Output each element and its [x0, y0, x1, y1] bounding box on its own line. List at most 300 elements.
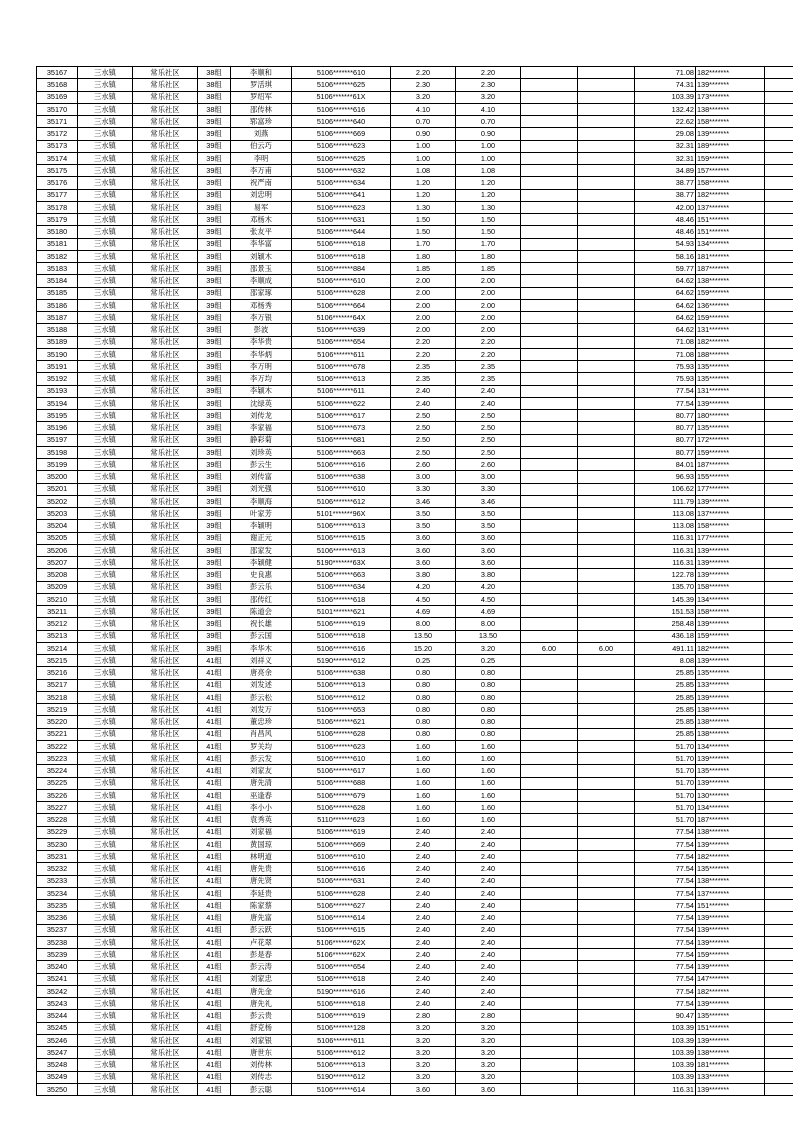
- cell-c-name: 李明: [231, 152, 292, 164]
- cell-c-amount: 51.70: [635, 814, 696, 826]
- cell-c-group: 41组: [198, 728, 231, 740]
- table-row: [37, 851, 793, 863]
- cell-c-num4: [578, 961, 635, 973]
- cell-c-num2: 4.69: [456, 606, 521, 618]
- cell-c-amount: 64.62: [635, 312, 696, 324]
- cell-c-comm: 常乐社区: [133, 446, 198, 458]
- cell-c-idcard: 5106*******617: [292, 765, 391, 777]
- cell-c-amount: 116.31: [635, 557, 696, 569]
- cell-c-town: 三水镇: [78, 606, 133, 618]
- cell-c-name: 李华木: [231, 642, 292, 654]
- cell-c-town: 三水镇: [78, 667, 133, 679]
- cell-c-id: 35241: [37, 973, 78, 985]
- cell-c-num1: 2.50: [391, 422, 456, 434]
- cell-c-idcard: 5190*******612: [292, 655, 391, 667]
- cell-c-tail: [765, 140, 793, 152]
- cell-c-town: 三水镇: [78, 385, 133, 397]
- cell-c-phone: 189*******: [696, 140, 765, 152]
- cell-c-tail: [765, 618, 793, 630]
- cell-c-comm: 常乐社区: [133, 667, 198, 679]
- cell-c-name: 邵家琢: [231, 287, 292, 299]
- cell-c-comm: 常乐社区: [133, 924, 198, 936]
- cell-c-num1: 2.40: [391, 397, 456, 409]
- table-row: [37, 348, 793, 360]
- cell-c-num1: 3.20: [391, 1022, 456, 1034]
- table-row: [37, 434, 793, 446]
- cell-c-idcard: 5106*******616: [292, 103, 391, 115]
- cell-c-phone: 135*******: [696, 422, 765, 434]
- cell-c-num1: 1.70: [391, 238, 456, 250]
- table-row: [37, 1022, 793, 1034]
- cell-c-phone: 180*******: [696, 410, 765, 422]
- cell-c-idcard: 5106*******612: [292, 1047, 391, 1059]
- cell-c-name: 张友平: [231, 226, 292, 238]
- cell-c-town: 三水镇: [78, 263, 133, 275]
- cell-c-amount: 116.31: [635, 544, 696, 556]
- cell-c-amount: 64.62: [635, 287, 696, 299]
- cell-c-comm: 常乐社区: [133, 998, 198, 1010]
- cell-c-town: 三水镇: [78, 716, 133, 728]
- cell-c-name: 邵家发: [231, 544, 292, 556]
- cell-c-idcard: 5106*******616: [292, 642, 391, 654]
- cell-c-amount: 77.54: [635, 936, 696, 948]
- cell-c-idcard: 5106*******884: [292, 263, 391, 275]
- cell-c-amount: 29.08: [635, 128, 696, 140]
- cell-c-idcard: 5106*******640: [292, 116, 391, 128]
- cell-c-comm: 常乐社区: [133, 1010, 198, 1022]
- cell-c-num4: [578, 765, 635, 777]
- cell-c-num4: [578, 814, 635, 826]
- cell-c-id: 35186: [37, 299, 78, 311]
- cell-c-comm: 常乐社区: [133, 140, 198, 152]
- cell-c-name: 李顺和: [231, 67, 292, 79]
- cell-c-num3: [521, 508, 578, 520]
- cell-c-phone: 159*******: [696, 312, 765, 324]
- cell-c-idcard: 5106*******613: [292, 544, 391, 556]
- cell-c-num2: 1.85: [456, 263, 521, 275]
- cell-c-phone: 138*******: [696, 875, 765, 887]
- cell-c-num3: [521, 79, 578, 91]
- cell-c-group: 39组: [198, 471, 231, 483]
- cell-c-tail: [765, 79, 793, 91]
- cell-c-comm: 常乐社区: [133, 900, 198, 912]
- cell-c-num4: [578, 214, 635, 226]
- cell-c-id: 35194: [37, 397, 78, 409]
- cell-c-comm: 常乐社区: [133, 67, 198, 79]
- cell-c-num3: [521, 495, 578, 507]
- cell-c-town: 三水镇: [78, 520, 133, 532]
- cell-c-num1: 1.00: [391, 140, 456, 152]
- table-row: [37, 912, 793, 924]
- cell-c-amount: 80.77: [635, 410, 696, 422]
- cell-c-group: 39组: [198, 373, 231, 385]
- cell-c-num3: [521, 826, 578, 838]
- cell-c-tail: [765, 740, 793, 752]
- cell-c-num1: 2.00: [391, 299, 456, 311]
- cell-c-id: 35250: [37, 1083, 78, 1095]
- cell-c-name: 刘传林: [231, 1059, 292, 1071]
- cell-c-tail: [765, 557, 793, 569]
- cell-c-town: 三水镇: [78, 912, 133, 924]
- cell-c-phone: 139*******: [696, 961, 765, 973]
- cell-c-town: 三水镇: [78, 949, 133, 961]
- cell-c-tail: [765, 973, 793, 985]
- cell-c-num1: 4.10: [391, 103, 456, 115]
- cell-c-num4: [578, 900, 635, 912]
- cell-c-name: 李顺成: [231, 275, 292, 287]
- cell-c-phone: 181*******: [696, 250, 765, 262]
- cell-c-amount: 151.53: [635, 606, 696, 618]
- cell-c-name: 刘颖木: [231, 250, 292, 262]
- cell-c-id: 35193: [37, 385, 78, 397]
- cell-c-name: 刘忠明: [231, 189, 292, 201]
- table-row: [37, 606, 793, 618]
- cell-c-comm: 常乐社区: [133, 434, 198, 446]
- cell-c-phone: 158*******: [696, 581, 765, 593]
- cell-c-num1: 4.50: [391, 593, 456, 605]
- cell-c-num4: [578, 532, 635, 544]
- cell-c-town: 三水镇: [78, 422, 133, 434]
- cell-c-idcard: 5106*******616: [292, 459, 391, 471]
- table-row: [37, 361, 793, 373]
- cell-c-num2: 0.80: [456, 704, 521, 716]
- cell-c-phone: 135*******: [696, 361, 765, 373]
- cell-c-town: 三水镇: [78, 312, 133, 324]
- cell-c-amount: 77.54: [635, 985, 696, 997]
- cell-c-amount: 132.42: [635, 103, 696, 115]
- cell-c-id: 35199: [37, 459, 78, 471]
- cell-c-tail: [765, 336, 793, 348]
- cell-c-amount: 42.00: [635, 201, 696, 213]
- cell-c-num4: [578, 863, 635, 875]
- cell-c-num2: 3.20: [456, 1022, 521, 1034]
- cell-c-amount: 145.39: [635, 593, 696, 605]
- cell-c-num3: [521, 887, 578, 899]
- table-row: [37, 67, 793, 79]
- cell-c-tail: [765, 385, 793, 397]
- cell-c-phone: 139*******: [696, 838, 765, 850]
- cell-c-phone: 158*******: [696, 177, 765, 189]
- cell-c-phone: 182*******: [696, 189, 765, 201]
- cell-c-phone: 151*******: [696, 226, 765, 238]
- cell-c-num1: 0.80: [391, 704, 456, 716]
- cell-c-group: 41组: [198, 1047, 231, 1059]
- cell-c-amount: 80.77: [635, 446, 696, 458]
- cell-c-num3: [521, 740, 578, 752]
- cell-c-num4: [578, 201, 635, 213]
- cell-c-comm: 常乐社区: [133, 704, 198, 716]
- cell-c-num1: 3.20: [391, 1047, 456, 1059]
- cell-c-amount: 77.54: [635, 875, 696, 887]
- cell-c-tail: [765, 226, 793, 238]
- cell-c-num3: [521, 630, 578, 642]
- cell-c-num1: 2.40: [391, 826, 456, 838]
- cell-c-comm: 常乐社区: [133, 410, 198, 422]
- cell-c-num3: [521, 1083, 578, 1095]
- cell-c-num2: 1.60: [456, 753, 521, 765]
- cell-c-num4: [578, 373, 635, 385]
- cell-c-phone: 137*******: [696, 508, 765, 520]
- cell-c-name: 李万均: [231, 373, 292, 385]
- cell-c-name: 刘光强: [231, 483, 292, 495]
- cell-c-idcard: 5106*******622: [292, 397, 391, 409]
- cell-c-num3: [521, 691, 578, 703]
- cell-c-phone: 177*******: [696, 532, 765, 544]
- cell-c-num1: 2.20: [391, 67, 456, 79]
- cell-c-amount: 25.85: [635, 679, 696, 691]
- cell-c-amount: 48.46: [635, 226, 696, 238]
- cell-c-amount: 64.62: [635, 324, 696, 336]
- cell-c-comm: 常乐社区: [133, 1059, 198, 1071]
- cell-c-id: 35180: [37, 226, 78, 238]
- cell-c-tail: [765, 214, 793, 226]
- cell-c-amount: 32.31: [635, 152, 696, 164]
- cell-c-num3: [521, 912, 578, 924]
- cell-c-id: 35227: [37, 802, 78, 814]
- cell-c-idcard: 5106*******615: [292, 532, 391, 544]
- cell-c-idcard: 5101*******96X: [292, 508, 391, 520]
- table-row: [37, 508, 793, 520]
- cell-c-comm: 常乐社区: [133, 581, 198, 593]
- cell-c-tail: [765, 312, 793, 324]
- cell-c-name: 唐先礼: [231, 998, 292, 1010]
- cell-c-comm: 常乐社区: [133, 520, 198, 532]
- cell-c-num2: 2.30: [456, 79, 521, 91]
- table-row: [37, 287, 793, 299]
- cell-c-comm: 常乐社区: [133, 189, 198, 201]
- cell-c-num2: 1.20: [456, 177, 521, 189]
- table-row: [37, 985, 793, 997]
- cell-c-num3: [521, 459, 578, 471]
- cell-c-id: 35206: [37, 544, 78, 556]
- cell-c-town: 三水镇: [78, 165, 133, 177]
- cell-c-town: 三水镇: [78, 777, 133, 789]
- cell-c-tail: [765, 936, 793, 948]
- cell-c-group: 39组: [198, 152, 231, 164]
- cell-c-idcard: 5106*******610: [292, 275, 391, 287]
- cell-c-id: 35213: [37, 630, 78, 642]
- cell-c-name: 邵传林: [231, 103, 292, 115]
- cell-c-idcard: 5106*******613: [292, 1059, 391, 1071]
- table-body: [37, 67, 793, 1096]
- cell-c-num3: [521, 287, 578, 299]
- cell-c-town: 三水镇: [78, 691, 133, 703]
- cell-c-idcard: 5106*******618: [292, 238, 391, 250]
- cell-c-id: 35167: [37, 67, 78, 79]
- cell-c-num3: [521, 753, 578, 765]
- cell-c-group: 41组: [198, 655, 231, 667]
- table-row: [37, 642, 793, 654]
- cell-c-tail: [765, 483, 793, 495]
- cell-c-name: 彭云松: [231, 691, 292, 703]
- cell-c-phone: 137*******: [696, 201, 765, 213]
- table-row: [37, 532, 793, 544]
- cell-c-tail: [765, 581, 793, 593]
- cell-c-num3: [521, 924, 578, 936]
- cell-c-num1: 15.20: [391, 642, 456, 654]
- cell-c-id: 35219: [37, 704, 78, 716]
- cell-c-num3: [521, 593, 578, 605]
- cell-c-id: 35189: [37, 336, 78, 348]
- cell-c-num2: 1.00: [456, 140, 521, 152]
- table-row: [37, 1071, 793, 1083]
- cell-c-id: 35221: [37, 728, 78, 740]
- cell-c-idcard: 5106*******625: [292, 152, 391, 164]
- cell-c-num2: 3.60: [456, 557, 521, 569]
- cell-c-town: 三水镇: [78, 226, 133, 238]
- cell-c-phone: 151*******: [696, 214, 765, 226]
- cell-c-idcard: 5106*******614: [292, 912, 391, 924]
- cell-c-num1: 3.60: [391, 557, 456, 569]
- cell-c-idcard: 5106*******631: [292, 875, 391, 887]
- cell-c-idcard: 5106*******654: [292, 336, 391, 348]
- cell-c-idcard: 5106*******61X: [292, 91, 391, 103]
- cell-c-name: 邵传红: [231, 593, 292, 605]
- cell-c-comm: 常乐社区: [133, 128, 198, 140]
- cell-c-amount: 71.08: [635, 336, 696, 348]
- cell-c-group: 39组: [198, 434, 231, 446]
- cell-c-idcard: 5101*******621: [292, 606, 391, 618]
- table-row: [37, 128, 793, 140]
- cell-c-num2: 3.00: [456, 471, 521, 483]
- cell-c-id: 35197: [37, 434, 78, 446]
- cell-c-id: 35208: [37, 569, 78, 581]
- cell-c-num3: [521, 140, 578, 152]
- table-row: [37, 238, 793, 250]
- table-row: [37, 226, 793, 238]
- cell-c-phone: 134*******: [696, 238, 765, 250]
- cell-c-phone: 182*******: [696, 67, 765, 79]
- cell-c-comm: 常乐社区: [133, 606, 198, 618]
- cell-c-group: 41组: [198, 900, 231, 912]
- cell-c-num1: 2.20: [391, 348, 456, 360]
- cell-c-group: 38组: [198, 103, 231, 115]
- cell-c-num1: 1.60: [391, 777, 456, 789]
- table-row: [37, 250, 793, 262]
- cell-c-town: 三水镇: [78, 434, 133, 446]
- cell-c-group: 39组: [198, 569, 231, 581]
- cell-c-idcard: 5106*******614: [292, 1083, 391, 1095]
- cell-c-town: 三水镇: [78, 1059, 133, 1071]
- cell-c-town: 三水镇: [78, 214, 133, 226]
- cell-c-comm: 常乐社区: [133, 1022, 198, 1034]
- cell-c-num2: 3.60: [456, 544, 521, 556]
- cell-c-num3: [521, 410, 578, 422]
- cell-c-group: 39组: [198, 557, 231, 569]
- cell-c-name: 刘传龙: [231, 410, 292, 422]
- cell-c-num1: 2.40: [391, 949, 456, 961]
- cell-c-town: 三水镇: [78, 998, 133, 1010]
- cell-c-num1: 2.40: [391, 385, 456, 397]
- cell-c-amount: 77.54: [635, 826, 696, 838]
- cell-c-num3: [521, 520, 578, 532]
- cell-c-group: 41组: [198, 1083, 231, 1095]
- cell-c-phone: 134*******: [696, 593, 765, 605]
- cell-c-num4: [578, 679, 635, 691]
- cell-c-num1: 3.20: [391, 1034, 456, 1046]
- cell-c-town: 三水镇: [78, 410, 133, 422]
- cell-c-tail: [765, 1047, 793, 1059]
- cell-c-idcard: 5106*******618: [292, 998, 391, 1010]
- cell-c-num2: 2.40: [456, 985, 521, 997]
- cell-c-idcard: 5106*******623: [292, 140, 391, 152]
- cell-c-num4: [578, 385, 635, 397]
- cell-c-num1: 2.40: [391, 875, 456, 887]
- cell-c-idcard: 5106*******616: [292, 863, 391, 875]
- cell-c-name: 唐先贤: [231, 875, 292, 887]
- cell-c-town: 三水镇: [78, 679, 133, 691]
- cell-c-town: 三水镇: [78, 973, 133, 985]
- cell-c-num2: 0.70: [456, 116, 521, 128]
- cell-c-id: 35174: [37, 152, 78, 164]
- cell-c-town: 三水镇: [78, 324, 133, 336]
- cell-c-tail: [765, 471, 793, 483]
- cell-c-id: 35172: [37, 128, 78, 140]
- cell-c-num1: 1.80: [391, 250, 456, 262]
- cell-c-num4: [578, 250, 635, 262]
- cell-c-id: 35211: [37, 606, 78, 618]
- cell-c-num1: 0.70: [391, 116, 456, 128]
- cell-c-num2: 2.50: [456, 410, 521, 422]
- table-row: [37, 777, 793, 789]
- cell-c-group: 39组: [198, 263, 231, 275]
- cell-c-phone: 187*******: [696, 459, 765, 471]
- cell-c-comm: 常乐社区: [133, 275, 198, 287]
- cell-c-id: 35198: [37, 446, 78, 458]
- cell-c-num1: 2.35: [391, 373, 456, 385]
- cell-c-group: 39组: [198, 446, 231, 458]
- cell-c-num3: [521, 544, 578, 556]
- cell-c-phone: 131*******: [696, 324, 765, 336]
- cell-c-amount: 77.54: [635, 887, 696, 899]
- cell-c-comm: 常乐社区: [133, 177, 198, 189]
- cell-c-phone: 151*******: [696, 900, 765, 912]
- cell-c-num2: 3.60: [456, 1083, 521, 1095]
- cell-c-idcard: 5106*******628: [292, 802, 391, 814]
- cell-c-phone: 182*******: [696, 985, 765, 997]
- cell-c-id: 35202: [37, 495, 78, 507]
- cell-c-amount: 113.08: [635, 508, 696, 520]
- cell-c-idcard: 5106*******681: [292, 434, 391, 446]
- cell-c-num4: [578, 128, 635, 140]
- table-row: [37, 312, 793, 324]
- cell-c-num4: [578, 275, 635, 287]
- cell-c-id: 35246: [37, 1034, 78, 1046]
- cell-c-name: 唐先金: [231, 985, 292, 997]
- cell-c-town: 三水镇: [78, 189, 133, 201]
- cell-c-name: 罗关均: [231, 740, 292, 752]
- cell-c-num1: 2.00: [391, 287, 456, 299]
- cell-c-tail: [765, 520, 793, 532]
- cell-c-num4: [578, 495, 635, 507]
- cell-c-num1: 0.80: [391, 691, 456, 703]
- cell-c-comm: 常乐社区: [133, 152, 198, 164]
- cell-c-id: 35232: [37, 863, 78, 875]
- cell-c-tail: [765, 91, 793, 103]
- cell-c-town: 三水镇: [78, 1071, 133, 1083]
- cell-c-id: 35240: [37, 961, 78, 973]
- cell-c-name: 刘祥义: [231, 655, 292, 667]
- cell-c-group: 41组: [198, 789, 231, 801]
- cell-c-num4: [578, 483, 635, 495]
- cell-c-amount: 51.70: [635, 753, 696, 765]
- cell-c-comm: 常乐社区: [133, 973, 198, 985]
- cell-c-idcard: 5106*******628: [292, 887, 391, 899]
- cell-c-name: 伯云巧: [231, 140, 292, 152]
- cell-c-num3: 6.00: [521, 642, 578, 654]
- cell-c-num4: [578, 606, 635, 618]
- cell-c-idcard: 5106*******627: [292, 900, 391, 912]
